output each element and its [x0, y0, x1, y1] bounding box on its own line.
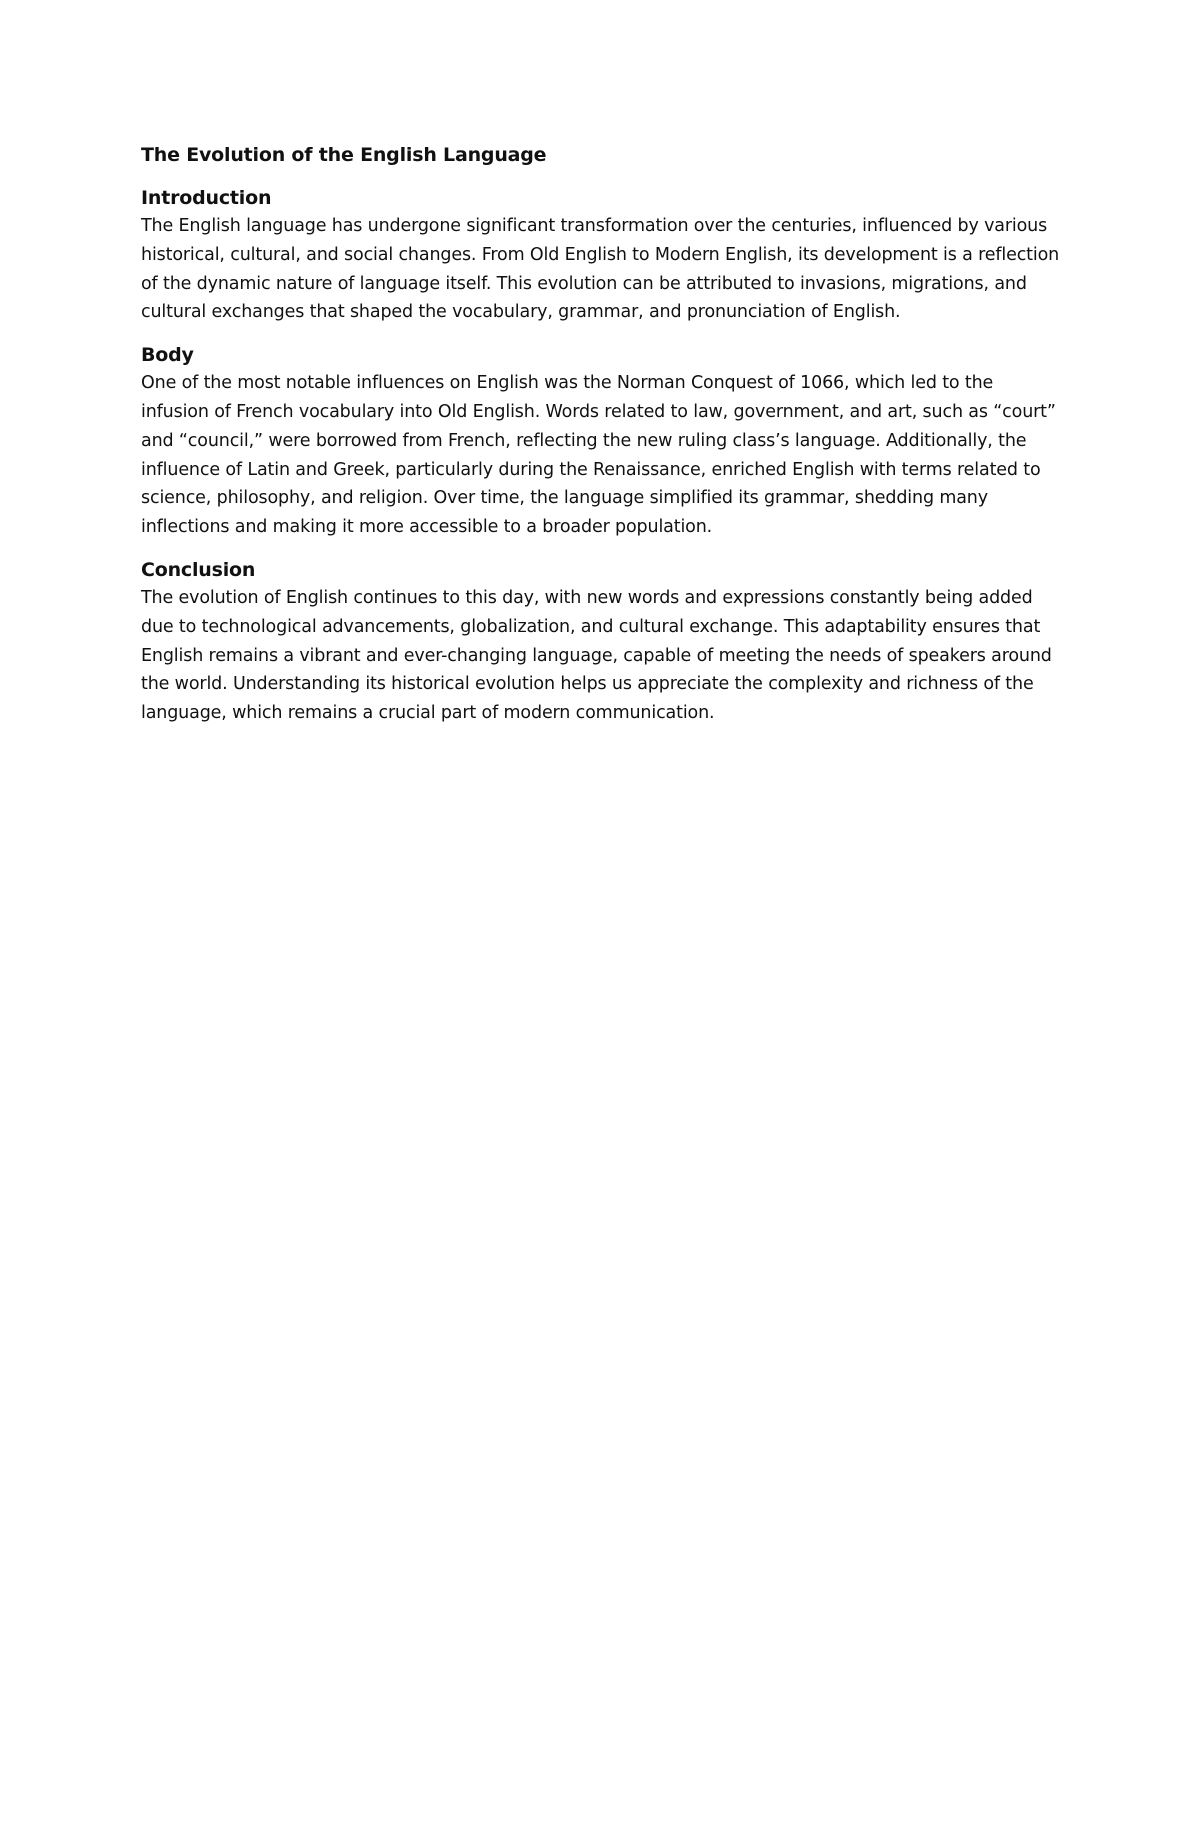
- paragraph-conclusion: The evolution of English continues to this day, with new words and expressions constantly being added due to technological advancements, globalization, and cultural exchange. This adaptability ensures that English remains a vibrant and ever-changing language, capable of meeting the needs of speakers around the world. Understanding its historical evolution helps us appreciate the complexity and richness of the language, which remains a crucial part of modern communication.: [141, 587, 1052, 724]
- document-title: The Evolution of the English Language: [141, 144, 547, 166]
- document-body: [141, 140, 1061, 742]
- section-body: [141, 341, 1061, 542]
- section-conclusion: [141, 556, 1061, 728]
- section-heading-body: Body: [141, 344, 194, 367]
- section-introduction: [141, 184, 1061, 327]
- section-heading-conclusion: Conclusion: [141, 558, 256, 581]
- paragraph-introduction: The English language has undergone significant transformation over the centuries, influenced by various historical, cultural, and social changes. From Old English to Modern English, its development is a reflection of the dynamic nature of language itself. This evolution can be attributed to invasions, migrations, and cultural exchanges that shaped the vocabulary, grammar, and pronunciation of English.: [141, 216, 1060, 323]
- paragraph-body: One of the most notable influences on English was the Norman Conquest of 1066, which led to the infusion of French vocabulary into Old English. Words related to law, government, and art, such as “court” and “council,” were borrowed from French, reflecting the new ruling class’s language. Additionally, the influence of Latin and Greek, particularly during the Renaissance, enriched English with terms related to science, philosophy, and religion. Over time, the language simplified its grammar, shedding many inflections and making it more accessible to a broader population.: [141, 373, 1056, 538]
- section-heading-introduction: Introduction: [141, 187, 272, 209]
